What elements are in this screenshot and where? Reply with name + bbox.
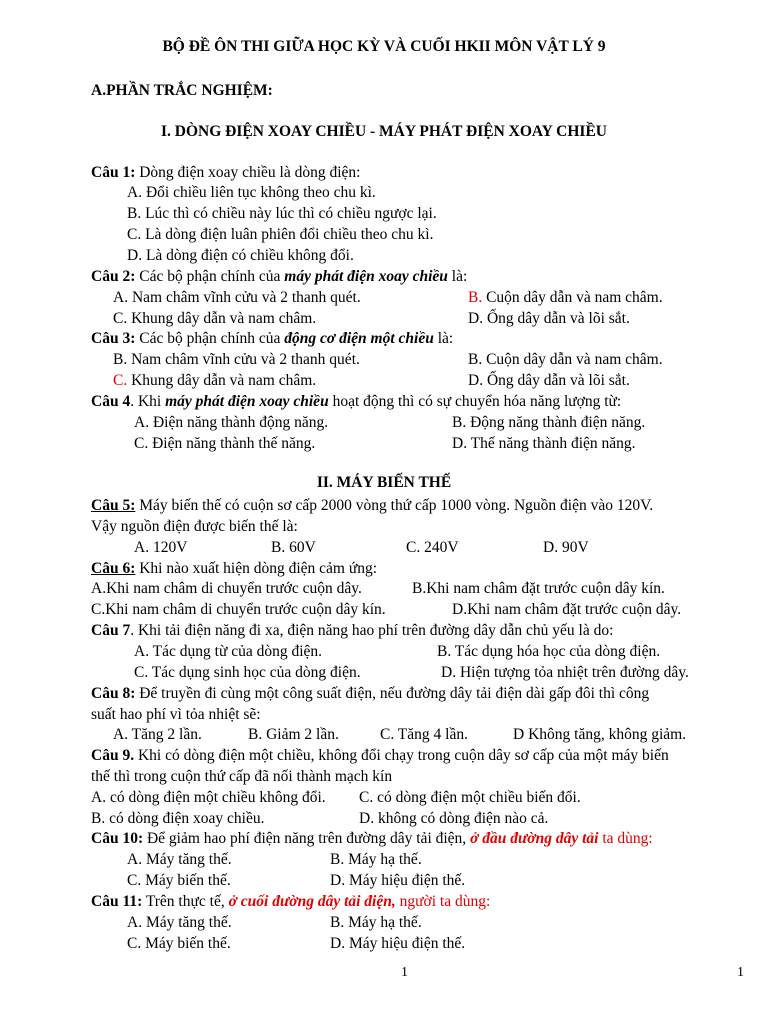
q3-option-c	[113, 370, 316, 391]
question-10	[91, 828, 653, 849]
q4-option-d: D. Thế năng thành điện năng.	[452, 435, 636, 452]
q10-option-a: A. Máy tăng thế.	[127, 851, 232, 868]
q8-option-d: D Không tăng, không giảm.	[513, 726, 687, 743]
q1-option-d: D. Là dòng điện có chiều không đổi.	[127, 247, 354, 264]
q2-option-a: A. Nam châm vĩnh cửu và 2 thanh quét.	[113, 289, 361, 306]
question-text: Để truyền đi cùng một công suất điện, nếu đường dây tải điện dài gấp đôi thì công	[135, 685, 650, 702]
question-1	[91, 162, 361, 183]
q5-option-b: B. 60V	[271, 539, 316, 556]
emphasized-term: ở cuối đường dây tải điện,	[228, 893, 396, 910]
q8-option-b: B. Giảm 2 lần.	[248, 726, 339, 743]
document-title: BỘ ĐỀ ÔN THI GIỮA HỌC KỲ VÀ CUỐI HKII MÔN VẬT LÝ 9	[162, 38, 606, 55]
q3-option-a: B. Nam châm vĩnh cửu và 2 thanh quét.	[113, 351, 360, 368]
part-a-heading: A.PHẦN TRẮC NGHIỆM:	[91, 82, 273, 99]
q7-option-c: C. Tác dụng sinh học của dòng điện.	[134, 664, 361, 681]
q6-option-d: D.Khi nam châm đặt trước cuộn dây.	[452, 601, 682, 618]
q5-option-a: A. 120V	[134, 539, 188, 556]
q10-option-d: D. Máy hiệu điện thế.	[330, 872, 466, 889]
question-text: Khi nào xuất hiện dòng điện cảm ứng:	[135, 560, 378, 577]
q5-option-c: C. 240V	[406, 539, 459, 556]
q9-option-d: D. không có dòng điện nào cả.	[359, 810, 549, 827]
question-number: Câu 7	[91, 622, 131, 639]
q11-option-b: B. Máy hạ thế.	[330, 914, 422, 931]
q7-option-a: A. Tác dụng từ của dòng điện.	[134, 643, 323, 660]
question-text: Máy biến thế có cuộn sơ cấp 2000 vòng thứ cấp 1000 vòng. Nguồn điện vào 120V.	[135, 497, 654, 514]
q11-option-c: C. Máy biến thế.	[127, 935, 231, 952]
q2-option-c: C. Khung dây dẫn và nam châm.	[113, 310, 317, 327]
question-8	[91, 683, 649, 704]
question-text: Dòng điện xoay chiều là dòng điện:	[135, 164, 361, 181]
question-9-cont: thế thì trong cuộn thứ cấp đã nối thành mạch kín	[91, 768, 393, 785]
section-2-heading: II. MÁY BIẾN THẾ	[316, 474, 452, 491]
question-number: Câu 5:	[91, 497, 136, 514]
question-number: Câu 1:	[91, 164, 136, 181]
question-11	[91, 891, 490, 912]
question-text: Để giảm hao phí điện năng trên đường dây tải điện,	[143, 830, 471, 847]
question-number: Câu 3:	[91, 330, 136, 347]
question-text: Các bộ phận chính của	[135, 330, 285, 347]
emphasized-term: máy phát điện xoay chiều	[165, 393, 329, 410]
question-number: Câu 10:	[91, 830, 144, 847]
q2-option-d: D. Ống dây dẫn và lõi sắt.	[468, 310, 630, 327]
q8-option-a: A. Tăng 2 lần.	[113, 726, 202, 743]
question-number: Câu 6:	[91, 560, 136, 577]
question-number: Câu 8:	[91, 685, 136, 702]
q10-option-b: B. Máy hạ thế.	[330, 851, 422, 868]
page-number-center: 1	[401, 965, 408, 980]
question-5	[91, 495, 653, 516]
question-6	[91, 558, 377, 579]
answer-letter: C.	[113, 372, 128, 389]
q5-option-d: D. 90V	[543, 539, 589, 556]
q6-option-c: C.Khi nam châm di chuyển trước cuộn dây kín.	[91, 601, 386, 618]
emphasized-term: động cơ điện một chiều	[284, 330, 434, 347]
option-text: Cuộn dây dẫn và nam châm.	[482, 289, 663, 306]
q9-option-a: A. có dòng điện một chiều không đổi.	[91, 789, 326, 806]
q11-option-a: A. Máy tăng thế.	[127, 914, 232, 931]
question-text-end: người ta dùng:	[395, 893, 491, 910]
page-number-right: 1	[737, 965, 744, 980]
question-text: . Khi	[130, 393, 166, 410]
q1-option-c: C. Là dòng điện luân phiên đổi chiều theo chu kì.	[127, 226, 434, 243]
question-text-end: hoạt động thì có sự chuyển hóa năng lượng từ:	[328, 393, 622, 410]
answer-letter: B.	[468, 289, 483, 306]
emphasized-term: máy phát điện xoay chiều	[284, 268, 448, 285]
q6-option-a: A.Khi nam châm di chuyển trước cuộn dây.	[91, 580, 362, 597]
question-text: . Khi tải điện năng đi xa, điện năng hao phí trên đường dây dẫn chủ yếu là do:	[130, 622, 614, 639]
q7-option-b: B. Tác dụng hóa học của dòng điện.	[437, 643, 661, 660]
question-text-end: ta dùng:	[598, 830, 653, 847]
q9-option-c: C. có dòng điện một chiều biến đổi.	[359, 789, 581, 806]
q1-option-a: A. Đổi chiều liên tục không theo chu kì.	[127, 184, 376, 201]
section-1-heading: I. DÒNG ĐIỆN XOAY CHIỀU - MÁY PHÁT ĐIỆN XOAY CHIỀU	[161, 123, 607, 140]
q4-option-c: C. Điện năng thành thế năng.	[134, 435, 316, 452]
question-text: Khi có dòng điện một chiều, không đổi chạy trong cuộn dây sơ cấp của một máy biến	[134, 747, 669, 764]
q9-option-b: B. có dòng điện xoay chiều.	[91, 810, 265, 827]
q10-option-c: C. Máy biến thế.	[127, 872, 231, 889]
question-5-cont: Vậy nguồn điện được biến thế là:	[91, 518, 298, 535]
question-number: Câu 2:	[91, 268, 136, 285]
question-3	[91, 328, 453, 349]
emphasized-term: ở đầu đường dây tải	[470, 830, 599, 847]
question-text: Các bộ phận chính của	[135, 268, 285, 285]
q3-option-d: D. Ống dây dẫn và lõi sắt.	[468, 372, 630, 389]
question-number: Câu 11:	[91, 893, 143, 910]
q4-option-a: A. Điện năng thành động năng.	[134, 414, 329, 431]
q11-option-d: D. Máy hiệu điện thế.	[330, 935, 466, 952]
question-text: Trên thực tế,	[142, 893, 229, 910]
question-2	[91, 266, 467, 287]
q1-option-b: B. Lúc thì có chiều này lúc thì có chiều ngược lại.	[127, 205, 437, 222]
q7-option-d: D. Hiện tượng tỏa nhiệt trên đường dây.	[441, 664, 689, 681]
question-8-cont: suất hao phí vì tỏa nhiệt sẽ:	[91, 706, 261, 723]
q6-option-b: B.Khi nam châm đặt trước cuộn dây kín.	[412, 580, 665, 597]
question-text-end: là:	[447, 268, 468, 285]
q4-option-b: B. Động năng thành điện năng.	[452, 414, 646, 431]
option-text: Khung dây dẫn và nam châm.	[127, 372, 317, 389]
question-7	[91, 620, 613, 641]
question-number: Câu 4	[91, 393, 131, 410]
question-4	[91, 391, 621, 412]
q3-option-b: B. Cuộn dây dẫn và nam châm.	[468, 351, 663, 368]
question-number: Câu 9.	[91, 747, 135, 764]
question-9	[91, 745, 669, 766]
question-text-end: là:	[433, 330, 454, 347]
q2-option-b	[468, 287, 663, 308]
q8-option-c: C. Tăng 4 lần.	[380, 726, 468, 743]
